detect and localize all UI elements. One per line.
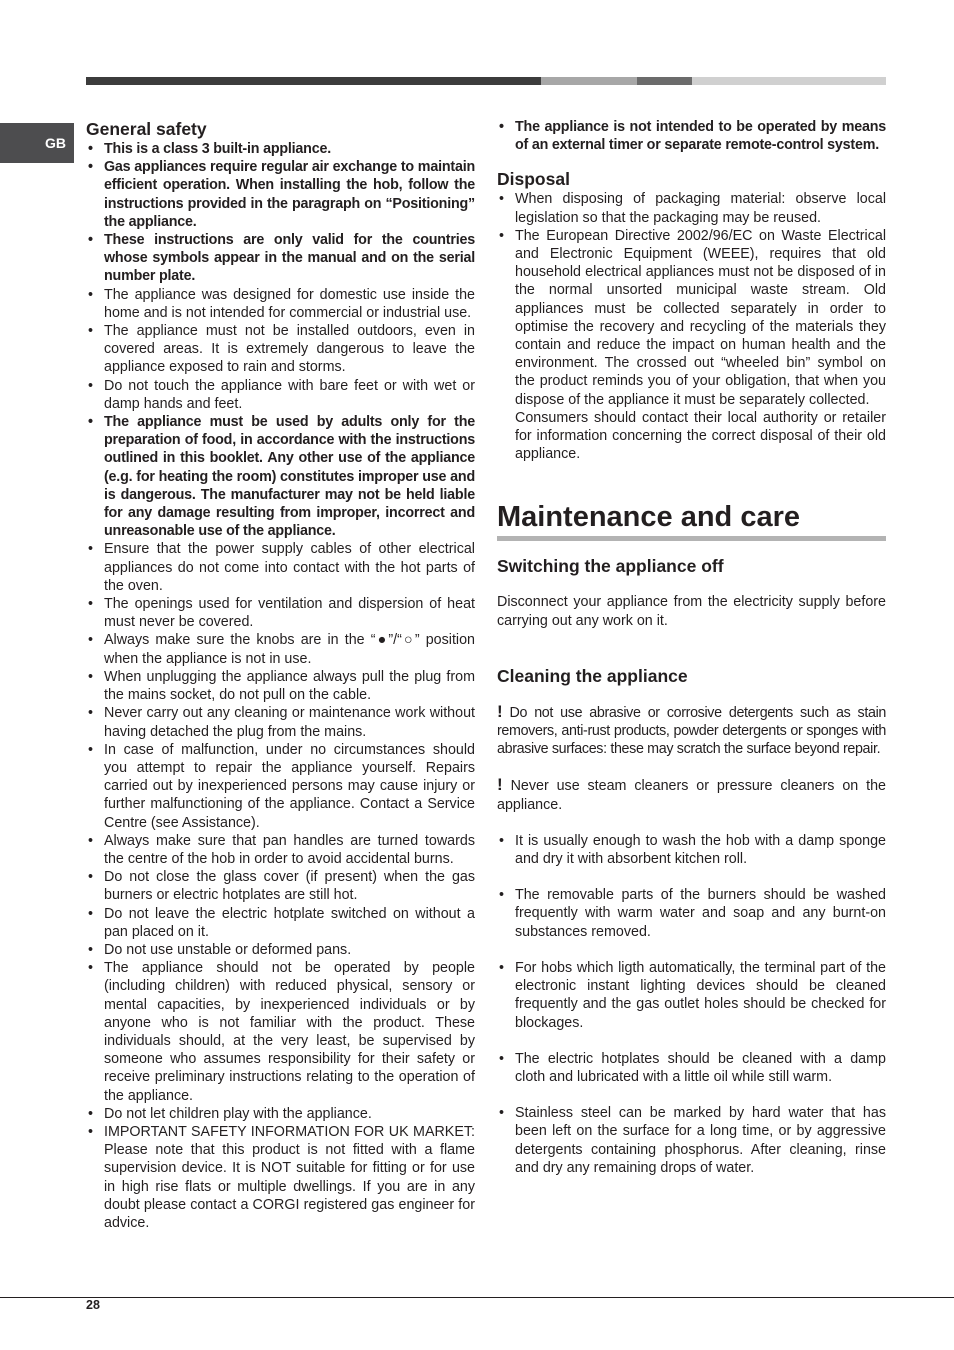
list-item: • Always make sure the knobs are in the “●”/“○” position when the appliance is not in use. — [86, 631, 475, 667]
disposal-heading: Disposal — [497, 169, 570, 190]
list-item: • For hobs which ligth automatically, the terminal part of the electronic instant lighting devices should be cleaned frequently and the gas outlet holes should be checked for blockages. — [497, 959, 886, 1032]
list-item: • Always make sure that pan handles are turned towards the centre of the hob in order to avoid accidental burns. — [86, 832, 475, 868]
general-safety-list — [86, 140, 475, 1232]
switching-off-heading: Switching the appliance off — [497, 556, 724, 577]
list-item: • Do not close the glass cover (if present) when the gas burners or electric hotplates are still hot. — [86, 868, 475, 904]
list-item: • The electric hotplates should be cleaned with a damp cloth and lubricated with a little oil while still warm. — [497, 1050, 886, 1086]
header-bar-mid-segment — [541, 77, 637, 85]
list-item: • Gas appliances require regular air exchange to maintain efficient operation. When installing the hob, follow the instructions provided in the paragraph on “Positioning” the appliance. — [86, 158, 475, 231]
language-tab — [0, 123, 74, 163]
warning-text: Never use steam cleaners or pressure cleaners on the appliance. — [497, 778, 886, 813]
disposal-followup: Consumers should contact their local authority or retailer for information concerning the correct disposal of their old appliance. — [515, 409, 886, 463]
list-item: • IMPORTANT SAFETY INFORMATION FOR UK MARKET: Please note that this product is not fitted with a flame supervision device. It is NOT suitable for fitting or for use in high rise flats or multiple dwellings. If you are in any doubt please contact a CORGI registered gas engineer for advice. — [86, 1123, 475, 1232]
header-bar-dark-segment — [86, 77, 541, 85]
title-underline — [497, 536, 886, 541]
switching-off-text: Disconnect your appliance from the electricity supply before carrying out any work on it. — [497, 594, 886, 629]
general-safety-heading: General safety — [86, 119, 207, 139]
header-bar-light-segment — [692, 77, 886, 85]
list-item: • Do not leave the electric hotplate switched on without a pan placed on it. — [86, 905, 475, 941]
list-item: • It is usually enough to wash the hob with a damp sponge and dry it with absorbent kitchen roll. — [497, 832, 886, 868]
list-item: • The appliance was designed for domestic use inside the home and is not intended for commercial or industrial use. — [86, 286, 475, 322]
list-item: • In case of malfunction, under no circumstances should you attempt to repair the appliance yourself. Repairs carried out by inexperienced persons may cause injury or further malfunctioning of the appliance. Contact a Service Centre (see Assistance). — [86, 741, 475, 832]
list-item: • The European Directive 2002/96/EC on Waste Electrical and Electronic Equipment (WEEE), requires that old household electrical appliances must not be disposed of in the normal unsorted municipal waste stream. Old appliances must be collected separately in order to optimise the recovery and recycling of the materials they contain and reduce the impact on human health and the environment. The crossed out “wheeled bin” symbol on the product reminds you of your obligation, that when you dispose of the appliance it must be separately collected. — [497, 227, 886, 409]
list-item: • Do not use unstable or deformed pans. — [86, 941, 475, 959]
page-title: Maintenance and care — [497, 501, 800, 534]
header-bar-accent-segment — [637, 77, 692, 85]
warning-text: Do not use abrasive or corrosive detergents such as stain removers, anti-rust products, powder detergents or sponges with abrasive surfaces: these may scratch the surface beyond repair. — [497, 704, 887, 758]
cleaning-heading: Cleaning the appliance — [497, 665, 688, 686]
right-top-list — [497, 118, 886, 154]
cleaning-list — [497, 832, 886, 1177]
list-item: • These instructions are only valid for the countries whose symbols appear in the manual and on the serial number plate. — [86, 231, 475, 286]
list-item: • Do not touch the appliance with bare feet or with wet or damp hands and feet. — [86, 377, 475, 413]
list-item: • When unplugging the appliance always pull the plug from the mains socket, do not pull on the cable. — [86, 668, 475, 704]
list-item: • The appliance must be used by adults only for the preparation of food, in accordance with the instructions outlined in this booklet. Any other use of the appliance (e.g. for heating the room) constitutes improper use and is dangerous. The manufacturer may not be held liable for any damage resulting from improper, incorrect and unreasonable use of the appliance. — [86, 413, 475, 540]
list-item: • The appliance is not intended to be operated by means of an external timer or separate remote-control system. — [497, 118, 886, 154]
footer-rule — [0, 1297, 954, 1298]
cleaning-warning-2 — [497, 776, 886, 813]
list-item: • Stainless steel can be marked by hard water that has been left on the surface for a long time, or by aggressive detergents containing phosphorus. After cleaning, rinse and dry any remaining drops of water. — [497, 1104, 886, 1177]
list-item: • This is a class 3 built-in appliance. — [86, 140, 475, 158]
list-item: • When disposing of packaging material: observe local legislation so that the packaging may be reused. — [497, 190, 886, 226]
list-item: • The appliance must not be installed outdoors, even in covered areas. It is extremely dangerous to leave the appliance exposed to rain and storms. — [86, 322, 475, 377]
warning-mark: ! — [497, 775, 503, 795]
list-item: • The appliance should not be operated by people (including children) with reduced physical, sensory or mental capacities, by inexperienced individuals or by anyone who is not familiar with the product. These individuals should, at the very least, be supervised by someone who assumes responsibility for their safety or receive preliminary instructions relating to the operation of the appliance. — [86, 959, 475, 1105]
language-tab-label: GB — [45, 135, 66, 151]
list-item: • The removable parts of the burners should be washed frequently with warm water and soap and any burnt-on substances removed. — [497, 886, 886, 941]
list-item: • Do not let children play with the appliance. — [86, 1105, 475, 1123]
list-item: • Ensure that the power supply cables of other electrical appliances do not come into contact with the hot parts of the oven. — [86, 540, 475, 595]
cleaning-warning-1 — [497, 703, 886, 759]
disposal-list — [497, 190, 886, 408]
page-number: 28 — [86, 1298, 100, 1312]
list-item: • Never carry out any cleaning or maintenance work without having detached the plug from the mains. — [86, 704, 475, 740]
header-color-bar — [86, 77, 886, 85]
list-item: • The openings used for ventilation and dispersion of heat must never be covered. — [86, 595, 475, 631]
maintenance-title-block — [497, 501, 886, 543]
right-column — [497, 118, 886, 1177]
left-column — [86, 118, 475, 1232]
warning-mark: ! — [497, 701, 503, 721]
